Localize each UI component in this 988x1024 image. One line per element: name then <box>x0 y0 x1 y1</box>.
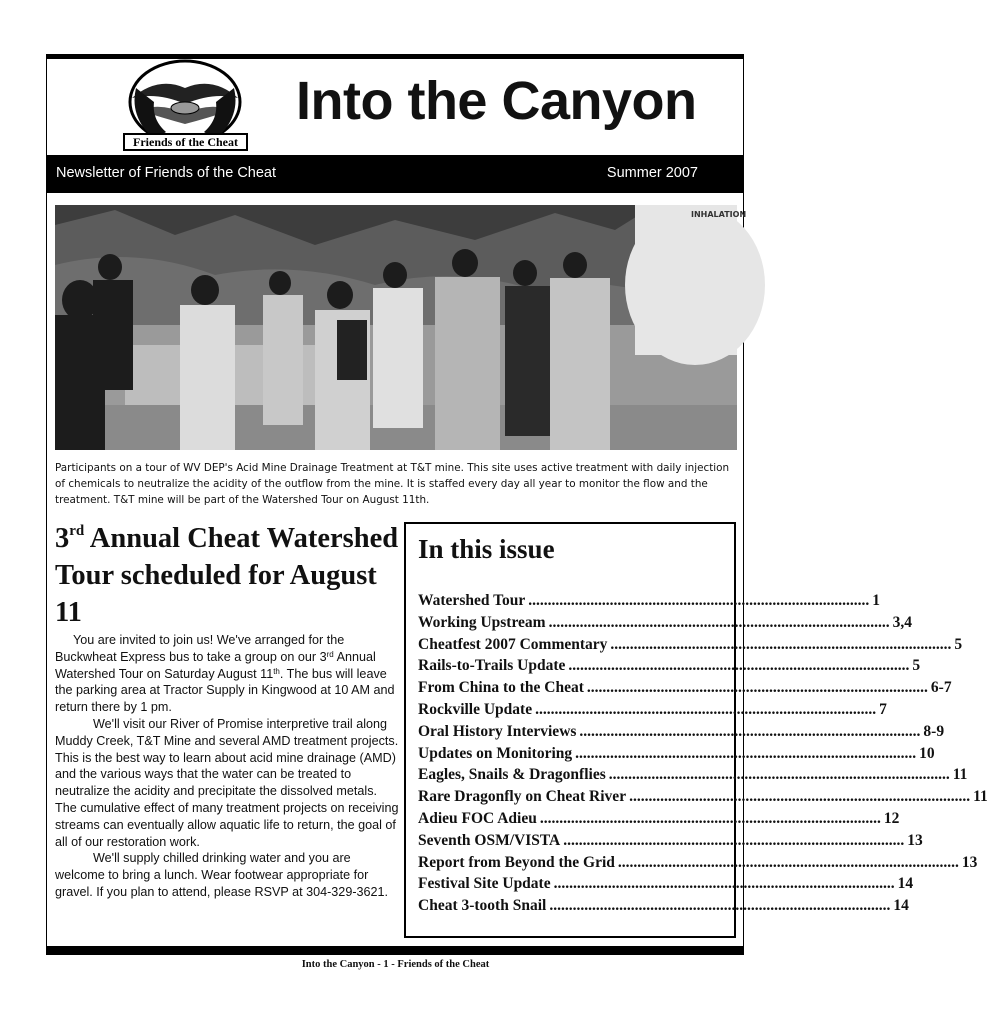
tour-photo <box>55 205 747 450</box>
article-body <box>55 632 400 901</box>
photo-caption: Participants on a tour of WV DEP's Acid Mine Drainage Treatment at T&T mine. This site uses active treatment with daily injection of chemicals to neutralize the acidity of the outflow from the mine. It is staffed every day all year to monitor the flow and the treatment. T&T mine will be part of the Watershed Tour on August 11th. <box>55 462 730 506</box>
masthead-band <box>46 155 744 193</box>
toc-title: In this issue <box>418 534 555 564</box>
toc-item[interactable]: Adieu FOC Adieu ..... 12 <box>418 808 718 830</box>
toc-item[interactable]: Oral History Interviews ..... 8-9 <box>418 721 718 743</box>
toc-item[interactable]: Cheat 3-tooth Snail ..... 14 <box>418 895 718 917</box>
toc-item[interactable]: Watershed Tour ..... 1 <box>418 590 718 612</box>
toc-item[interactable]: Eagles, Snails & Dragonflies ..... 11 <box>418 764 718 786</box>
toc-item[interactable]: Rockville Update ..... 7 <box>418 699 718 721</box>
toc-item[interactable]: Festival Site Update ..... 14 <box>418 873 718 895</box>
toc-item[interactable]: Report from Beyond the Grid ..... 13 <box>418 852 718 874</box>
tank-label: INHALATION <box>691 210 747 219</box>
newsletter-title: Into the Canyon <box>296 71 697 131</box>
article-paragraph: We'll visit our River of Promise interpretive trail along Muddy Creek, T&T Mine and several AMD treatment projects. This is the best way to learn about acid mine drainage (AMD) and the various ways that the water can be treated to neutralize the acidity and precipitate the dissolved metals. The cumulative effect of many treatment projects on receiving streams can eventually allow aquatic life to return, the goal of all of our restoration work. <box>55 716 399 849</box>
issue-date: Summer 2007 <box>606 165 698 181</box>
toc-item[interactable]: Updates on Monitoring ..... 10 <box>418 743 718 765</box>
toc-item[interactable]: Working Upstream ..... 3,4 <box>418 612 718 634</box>
toc-item[interactable]: Rails-to-Trails Update ..... 5 <box>418 655 718 677</box>
in-this-issue-box <box>404 522 988 938</box>
article-paragraph: We'll supply chilled drinking water and you are welcome to bring a lunch. Wear footwear appropriate for gravel. If you plan to attend, please RSVP at 304-329-3621. <box>55 851 389 899</box>
toc-list <box>418 590 988 917</box>
toc-item[interactable]: From China to the Cheat ..... 6-7 <box>418 677 718 699</box>
bottom-rule <box>46 946 744 954</box>
toc-item[interactable]: Seventh OSM/VISTA ..... 13 <box>418 830 718 852</box>
toc-item[interactable]: Cheatfest 2007 Commentary ..... 5 <box>418 634 718 656</box>
logo-text: Friends of the Cheat <box>133 135 238 149</box>
article-paragraph: You are invited to join us! We've arranged for the Buckwheat Express bus to take a group on our 3rd Annual Watershed Tour on Saturday August 11th. The bus will leave the parking area at Tractor Supply in Kingwood at 10 AM and return there by 1 pm. <box>55 633 395 715</box>
article-headline: 3rd Annual Cheat Watershed Tour scheduled for August 11 <box>55 523 399 628</box>
page-footer: Into the Canyon - 1 - Friends of the Cheat <box>301 959 490 970</box>
friends-of-the-cheat-logo <box>118 58 253 153</box>
toc-item[interactable]: Rare Dragonfly on Cheat River ..... 11 <box>418 786 718 808</box>
newsletter-subtitle: Newsletter of Friends of the Cheat <box>56 165 277 181</box>
